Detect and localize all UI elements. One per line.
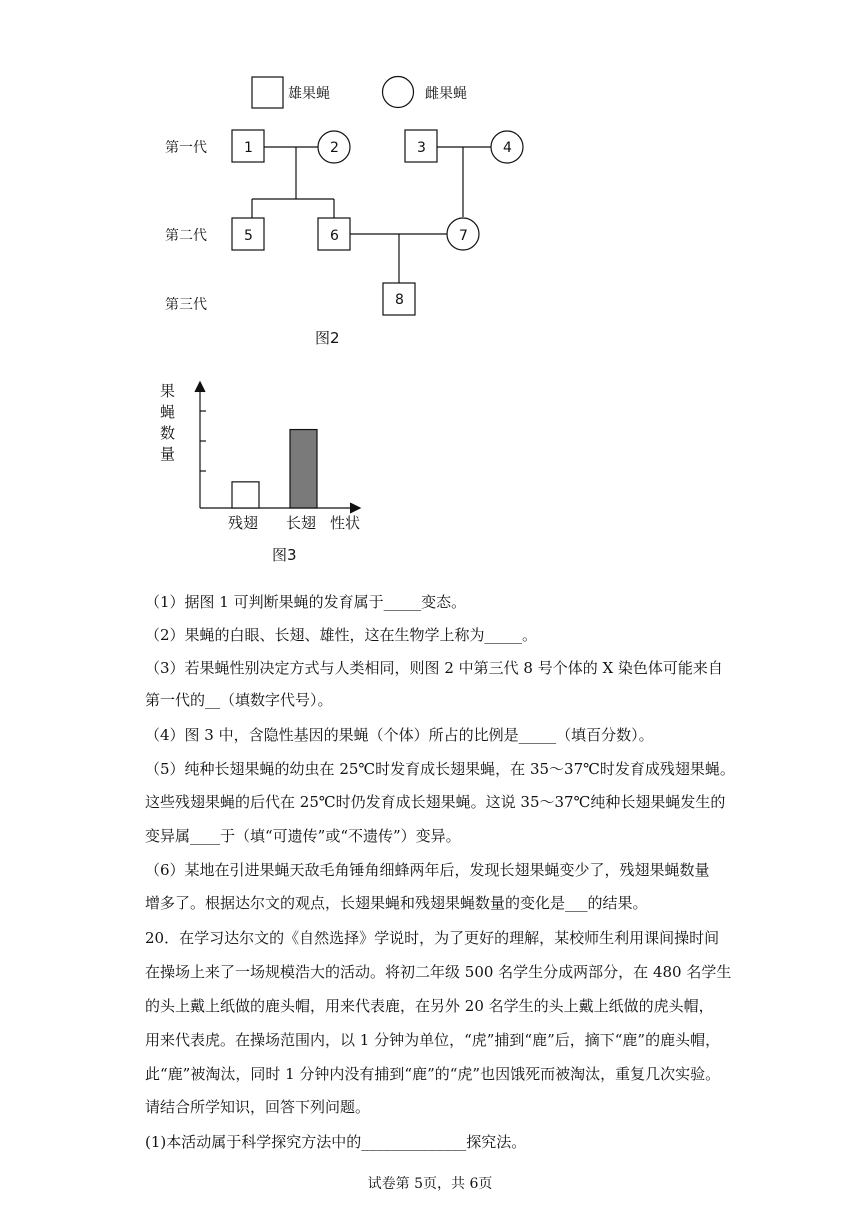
pedigree-diagram [0, 0, 860, 360]
question-3-line-2: 第一代的__（填数字代号）。 [145, 691, 333, 709]
category-label-1: 长翅 [286, 514, 317, 532]
question-5-line-1: （5）纯种长翅果蝇的幼虫在 25℃时发育成长翅果蝇，在 35～37℃时发育成残翅果蝇。 [145, 760, 735, 778]
legend-female-label: 雌果蝇 [425, 86, 467, 102]
label-4: 4 [503, 140, 512, 156]
question-2: （2）果蝇的白眼、长翅、雄性，这在生物学上称为_____。 [145, 626, 538, 644]
question-5-line-3: 变异属____于（填“可遗传”或“不遗传”）变异。 [145, 827, 461, 845]
problem-20-line-2: 在操场上来了一场规模浩大的活动。将初二年级 500 名学生分成两部分，在 480 名学生 [145, 963, 732, 981]
legend-male-label: 雄果蝇 [288, 86, 330, 102]
question-4: （4）图 3 中，含隐性基因的果蝇（个体）所占的比例是_____（填百分数）。 [145, 726, 654, 744]
ylabel-char-2: 蝇 [160, 403, 176, 421]
bar-1 [290, 430, 317, 508]
gen2-label: 第二代 [165, 228, 207, 244]
problem-20-line-3: 的头上戴上纸做的鹿头帽，用来代表鹿，在另外 20 名学生的头上戴上纸做的虎头帽， [145, 997, 714, 1015]
y-axis-arrow [195, 382, 205, 392]
problem-20-line-5: 此“鹿”被淘汰，同时 1 分钟内没有捕到“鹿”的“虎”也因饿死而被淘汰，重复几次实验。 [145, 1065, 721, 1083]
question-5-line-2: 这些残翅果蝇的后代在 25℃时仍发育成长翅果蝇。这说 35～37℃纯种长翅果蝇发生的 [145, 793, 726, 811]
pedigree-caption: 图2 [315, 329, 340, 347]
bar-chart [150, 370, 410, 570]
problem-20-line-1: 20．在学习达尔文的《自然选择》学说时，为了更好的理解，某校师生利用课间操时间 [145, 929, 720, 947]
label-6: 6 [330, 228, 339, 244]
question-1: （1）据图 1 可判断果蝇的发育属于_____变态。 [145, 593, 467, 611]
problem-20-line-6: 请结合所学知识，回答下列问题。 [145, 1098, 371, 1116]
gen1-label: 第一代 [165, 140, 207, 156]
question-6-line-2: 增多了。根据达尔文的观点，长翅果蝇和残翅果蝇数量的变化是___的结果。 [145, 894, 648, 912]
question-3-line-1: （3）若果蝇性别决定方式与人类相同，则图 2 中第三代 8 号个体的 X 染色体可能来自 [145, 659, 723, 677]
page-footer: 试卷第 5页，共 6页 [367, 1176, 493, 1192]
bar-0 [232, 482, 259, 508]
ylabel-char-4: 量 [160, 445, 176, 463]
x-axis-label: 性状 [330, 514, 361, 532]
legend-female-symbol [383, 77, 414, 108]
label-1: 1 [244, 140, 253, 156]
label-8: 8 [395, 292, 404, 308]
label-7: 7 [459, 228, 468, 244]
legend-male-symbol [252, 77, 283, 108]
ylabel-char-3: 数 [160, 424, 176, 442]
chart-caption: 图3 [272, 546, 297, 564]
problem-20-question-1: (1)本活动属于科学探究方法中的______________探究法。 [145, 1133, 527, 1151]
label-3: 3 [417, 140, 426, 156]
label-5: 5 [244, 228, 253, 244]
question-6-line-1: （6）某地在引进果蝇天敌毛角锤角细蜂两年后，发现长翅果蝇变少了，残翅果蝇数量 [145, 861, 710, 879]
problem-20-line-4: 用来代表虎。在操场范围内，以 1 分钟为单位，“虎”捕到“鹿”后，摘下“鹿”的鹿头帽， [145, 1031, 721, 1049]
x-axis-arrow [350, 503, 360, 513]
category-label-0: 残翅 [228, 514, 259, 532]
label-2: 2 [330, 140, 339, 156]
gen3-label: 第三代 [165, 297, 207, 313]
ylabel-char-1: 果 [160, 382, 176, 400]
